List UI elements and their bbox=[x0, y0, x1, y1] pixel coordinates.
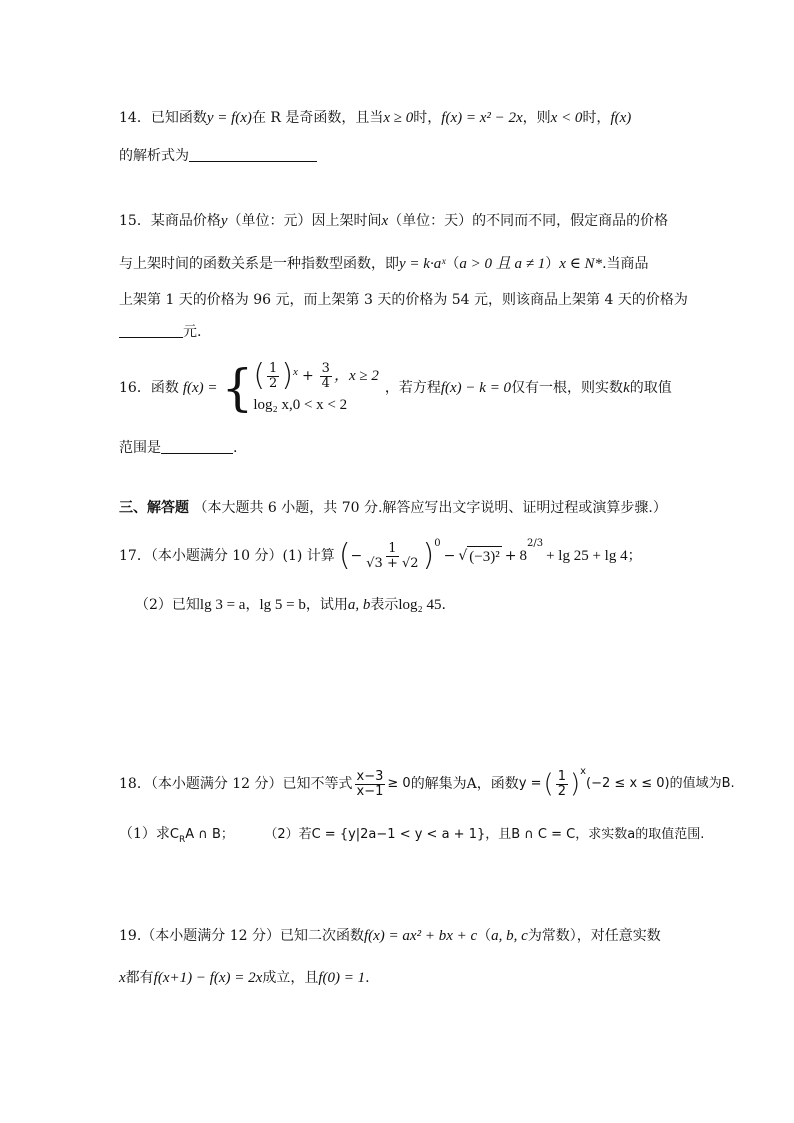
plus-sign: + bbox=[301, 368, 314, 384]
q14-text: 时， bbox=[413, 110, 442, 126]
fraction bbox=[355, 770, 386, 799]
q18-text: 的值域为B. bbox=[669, 776, 735, 791]
q17-formula: + lg 25 + lg 4 bbox=[546, 548, 628, 564]
q19-text: . bbox=[365, 970, 370, 986]
q16-text: 16．函数 bbox=[119, 380, 179, 396]
q14-formula: f(x) = x² − 2x bbox=[441, 110, 523, 126]
q16-function: f(x) = bbox=[182, 380, 218, 396]
plus-sign: + bbox=[504, 548, 517, 564]
q18-function: y = bbox=[518, 776, 542, 791]
minus-sign: − bbox=[443, 548, 456, 564]
q17-text: ，试用 bbox=[305, 597, 348, 613]
q15-line1 bbox=[119, 211, 694, 231]
q15-text: （单位：天）的不同而不同，假定商品的价格 bbox=[388, 213, 669, 229]
complement-symbol: C bbox=[169, 827, 179, 842]
q17-formula: lg 5 = b bbox=[259, 597, 306, 613]
fraction bbox=[364, 542, 420, 571]
q19-text: 成立，且 bbox=[262, 970, 319, 986]
q14-line1 bbox=[119, 108, 694, 128]
numerator: 1 bbox=[269, 360, 278, 376]
sqrt-symbol: √ bbox=[458, 548, 468, 564]
q18-text: 18．（本小题满分 12 分）已知不等式 bbox=[119, 776, 353, 792]
q18-expression: A ∩ B； bbox=[185, 827, 234, 842]
q16-equation: f(x) − k = 0 bbox=[440, 380, 512, 396]
q14-text: ，则 bbox=[522, 110, 551, 126]
q19-line2 bbox=[119, 968, 694, 988]
q17-text: 17．（本小题满分 10 分）(1) 计算 bbox=[119, 548, 335, 564]
q15-text: 元. bbox=[183, 324, 202, 340]
sqrt-content: (−3)² bbox=[467, 546, 501, 567]
subscript: R bbox=[179, 834, 186, 845]
q19-formula: f(0) = 1 bbox=[318, 970, 366, 986]
q15-var: y bbox=[220, 213, 228, 229]
exponent: x bbox=[580, 766, 587, 777]
minus-sign: − bbox=[350, 548, 363, 564]
q17-text: ， bbox=[245, 597, 260, 613]
numerator: 1 bbox=[557, 768, 566, 784]
q19-var: x bbox=[119, 970, 126, 986]
denominator: 4 bbox=[321, 375, 330, 391]
piece-condition: ，x ≥ 2 bbox=[333, 368, 379, 384]
q15-line2 bbox=[119, 254, 694, 274]
q14-function: y = f(x) bbox=[206, 110, 252, 126]
q19-vars: a, b, c bbox=[491, 928, 528, 944]
q17-vars: a, b bbox=[347, 597, 371, 613]
q14-condition: x < 0 bbox=[550, 110, 583, 126]
exponent: x bbox=[293, 365, 298, 378]
paren: ) bbox=[281, 358, 294, 393]
q16-text: . bbox=[233, 440, 238, 456]
q17-line2 bbox=[135, 595, 694, 615]
q18-text: （1）求 bbox=[119, 826, 170, 842]
section-description: （本大题共 6 小题，共 70 分.解答应写出文字说明、证明过程或演算步骤.） bbox=[193, 500, 667, 516]
q19-text: 都有 bbox=[125, 970, 154, 986]
q15-text: ） bbox=[545, 256, 560, 272]
q16-text: 的取值 bbox=[629, 380, 672, 396]
q15-condition: a > 0 且 a ≠ 1 bbox=[459, 256, 546, 272]
q18-domain: (−2 ≤ x ≤ 0) bbox=[586, 776, 670, 791]
q17-text: （2）已知 bbox=[135, 597, 200, 613]
q15-domain: x ∈ N* bbox=[559, 256, 603, 272]
denominator: 2 bbox=[557, 783, 566, 799]
q15-var: x bbox=[381, 213, 389, 229]
q18-inequality: ≥ 0 bbox=[387, 776, 411, 791]
q14-text: 时， bbox=[582, 110, 611, 126]
piece-1 bbox=[253, 358, 379, 393]
numerator: x−3 bbox=[356, 768, 384, 784]
q16-text: 仅有一根，则实数 bbox=[511, 380, 624, 396]
q16-line2 bbox=[119, 438, 694, 458]
q14-condition: x ≥ 0 bbox=[383, 110, 414, 126]
piece-2: log₂ x,0 < x < 2 bbox=[253, 396, 348, 413]
q17-text: ； bbox=[627, 548, 642, 564]
denominator: x−1 bbox=[356, 783, 384, 799]
q15-text: 15．某商品价格 bbox=[119, 213, 221, 229]
q14-text: 14．已知函数 bbox=[119, 110, 207, 126]
q15-line3 bbox=[119, 290, 694, 310]
q15-text: 与上架时间的函数关系是一种指数型函数，即 bbox=[119, 256, 399, 272]
q19-text: 为常数），对任意实数 bbox=[527, 928, 661, 944]
q14-function: f(x) bbox=[610, 110, 632, 126]
q15-text: （单位：元）因上架时间 bbox=[227, 213, 382, 229]
q17-formula: log₂ 45 bbox=[398, 597, 442, 613]
answer-blank[interactable] bbox=[119, 323, 183, 338]
paren: ) bbox=[422, 538, 435, 573]
q19-formula: f(x) = ax² + bx + c bbox=[363, 928, 478, 944]
q19-line1 bbox=[119, 926, 694, 946]
denominator: 2 bbox=[269, 375, 278, 391]
answer-blank[interactable] bbox=[161, 439, 233, 454]
q15-text: 上架第 1 天的价格为 96 元，而上架第 3 天的价格为 54 元，则该商品上架第 4 天的价格为 bbox=[119, 292, 688, 308]
paren: ( bbox=[253, 358, 266, 393]
q19-formula: f(x+1) − f(x) = 2x bbox=[153, 970, 263, 986]
q18-text: 的解集为A，函数 bbox=[410, 776, 519, 792]
numerator: 3 bbox=[321, 360, 330, 376]
exponent: 0 bbox=[434, 538, 441, 549]
q14-line2 bbox=[119, 146, 694, 166]
section-header bbox=[119, 498, 694, 518]
q15-line4 bbox=[119, 322, 694, 342]
q16-text: ，若方程 bbox=[384, 380, 441, 396]
q19-text: （ bbox=[477, 928, 492, 944]
brace-symbol: { bbox=[221, 359, 254, 417]
q14-text: 的解析式为 bbox=[119, 148, 189, 164]
fraction bbox=[320, 362, 332, 391]
power-base: 8 bbox=[519, 548, 527, 564]
answer-blank[interactable] bbox=[189, 147, 317, 162]
paren: ( bbox=[543, 769, 554, 799]
paren: ) bbox=[569, 769, 581, 799]
exponent: 2/3 bbox=[526, 538, 544, 549]
q17-text: . bbox=[441, 597, 446, 613]
q17-line1 bbox=[119, 534, 694, 578]
q16-line1 bbox=[119, 353, 694, 423]
denominator: √3 + √2 bbox=[366, 555, 419, 571]
q18-part2: （2）若C = {y|2a−1 < y < a + 1}，且B ∩ C = C，求实数a的取值范围. bbox=[264, 827, 705, 842]
fraction bbox=[267, 362, 279, 391]
q17-text: 表示 bbox=[370, 597, 399, 613]
q16-text: 范围是 bbox=[119, 440, 161, 456]
q18-line1 bbox=[119, 762, 735, 806]
numerator: 1 bbox=[388, 540, 397, 556]
q14-text: 在 R 是奇函数，且当 bbox=[251, 110, 384, 126]
q15-text: （ bbox=[445, 256, 460, 272]
q17-formula: lg 3 = a bbox=[199, 597, 246, 613]
q15-text: .当商品 bbox=[602, 256, 649, 272]
piecewise-cases bbox=[253, 358, 379, 415]
fraction bbox=[556, 770, 568, 799]
q18-line2 bbox=[119, 824, 705, 850]
q15-formula: y = k·aˣ bbox=[399, 256, 446, 272]
section-title: 三、解答题 bbox=[119, 500, 189, 516]
q16-var: k bbox=[623, 380, 630, 396]
paren: ( bbox=[338, 538, 351, 573]
q19-text: 19.（本小题满分 12 分）已知二次函数 bbox=[119, 928, 364, 944]
